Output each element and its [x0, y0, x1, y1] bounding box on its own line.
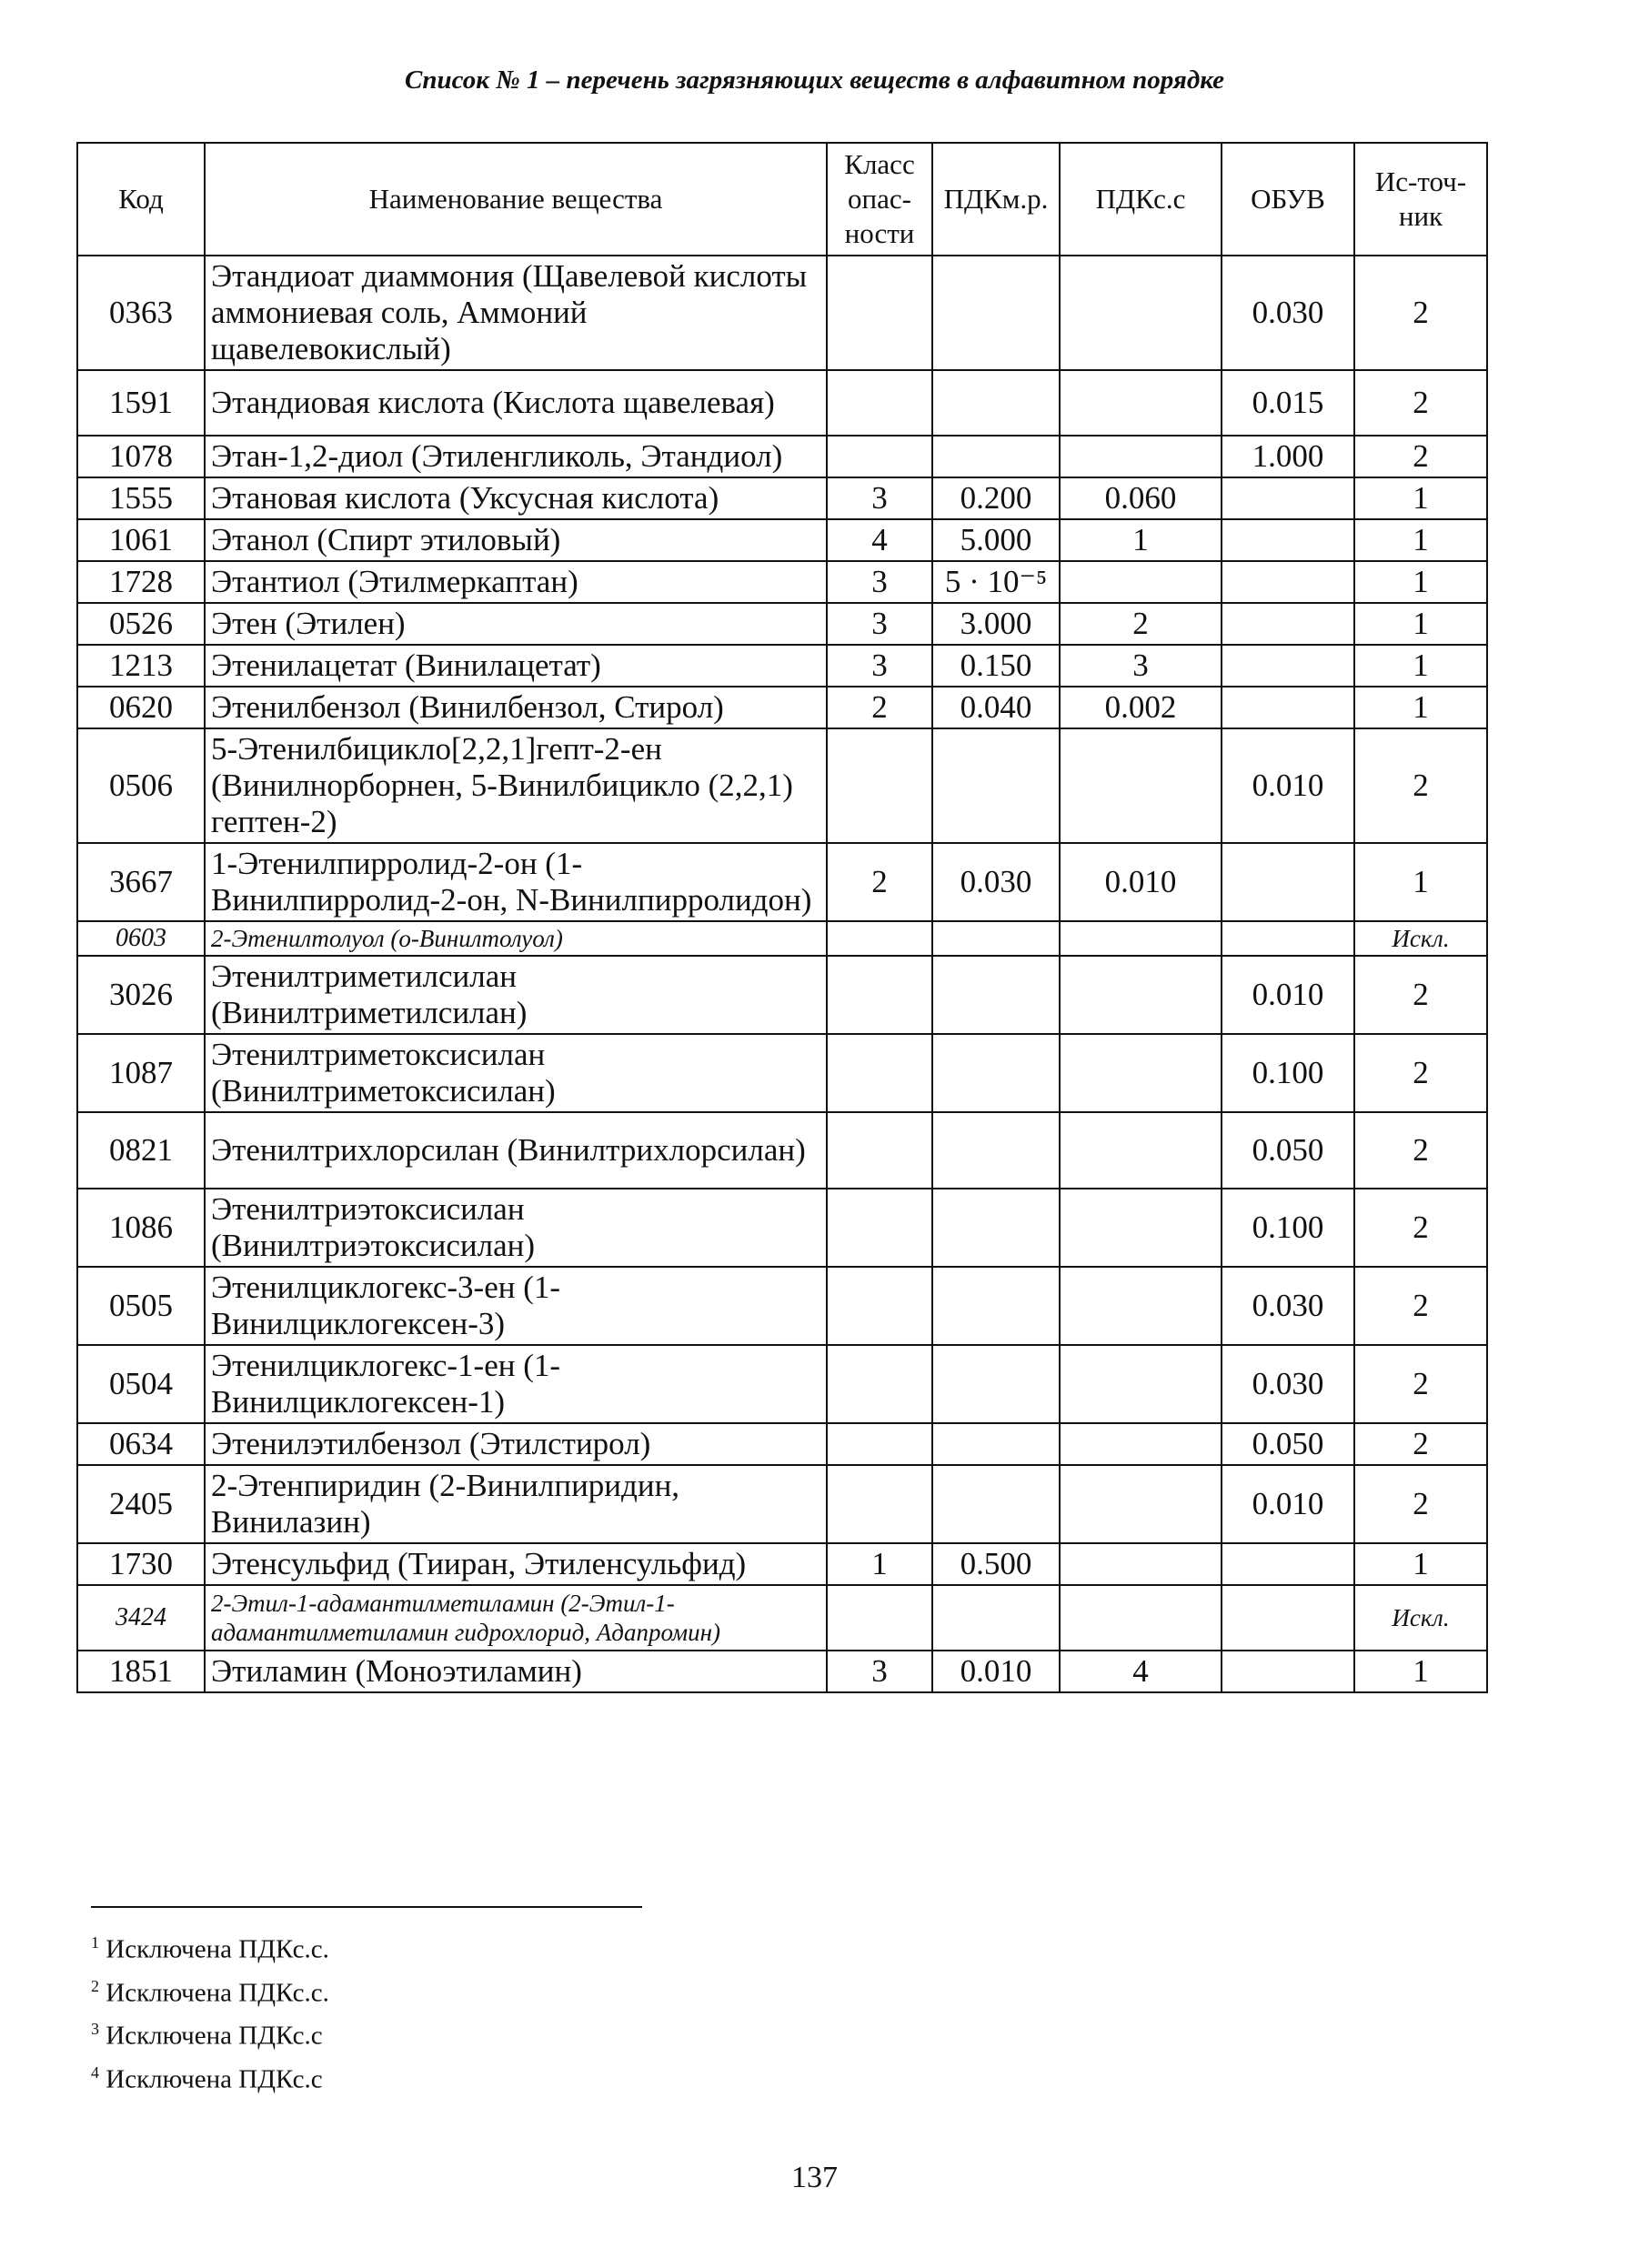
cell-name: Этен (Этилен)	[205, 603, 827, 645]
table-row	[77, 436, 1487, 477]
cell-source: Искл.	[1354, 921, 1487, 956]
cell-class: 4	[827, 519, 932, 561]
cell-pdk-mr: 0.200	[932, 477, 1060, 519]
cell-source: 1	[1354, 519, 1487, 561]
cell-code: 0363	[77, 256, 205, 370]
cell-code: 1078	[77, 436, 205, 477]
cell-code: 0603	[77, 921, 205, 956]
cell-name: 1-Этенилпирролид-2-он (1-Винилпирролид-2-он, N-Винилпирролидон)	[205, 843, 827, 921]
substances-table	[76, 142, 1488, 1693]
cell-pdk-mr	[932, 1423, 1060, 1465]
cell-source: 1	[1354, 1651, 1487, 1692]
cell-pdk-ss	[1060, 561, 1222, 603]
cell-code: 1213	[77, 645, 205, 687]
cell-obuv: 0.100	[1222, 1189, 1354, 1267]
table-row	[77, 1267, 1487, 1345]
table-row	[77, 370, 1487, 436]
cell-class: 2	[827, 843, 932, 921]
cell-pdk-mr	[932, 1465, 1060, 1543]
cell-pdk-ss: 0.060	[1060, 477, 1222, 519]
cell-name: 2-Этил-1-адамантилметиламин (2-Этил-1-адамантилметиламин гидрохлорид, Адапромин)	[205, 1585, 827, 1651]
cell-obuv	[1222, 561, 1354, 603]
cell-source: 1	[1354, 843, 1487, 921]
cell-pdk-mr	[932, 1267, 1060, 1345]
cell-name: Этенилтриэтоксисилан (Винилтриэтоксисилан)	[205, 1189, 827, 1267]
cell-pdk-ss	[1060, 436, 1222, 477]
cell-name: Этандиовая кислота (Кислота щавелевая)	[205, 370, 827, 436]
cell-code: 0505	[77, 1267, 205, 1345]
cell-pdk-mr	[932, 1189, 1060, 1267]
cell-class: 1	[827, 1543, 932, 1585]
cell-pdk-ss: 4	[1060, 1651, 1222, 1692]
cell-name: 2-Этенилтолуол (о-Винилтолуол)	[205, 921, 827, 956]
cell-pdk-mr	[932, 921, 1060, 956]
cell-class	[827, 921, 932, 956]
table-row	[77, 645, 1487, 687]
table-row	[77, 561, 1487, 603]
footnote-text: Исключена ПДКс.с	[99, 2064, 323, 2094]
cell-code: 3424	[77, 1585, 205, 1651]
cell-name: Этенилциклогекс-1-ен (1-Винилциклогексен-1)	[205, 1345, 827, 1423]
cell-obuv	[1222, 477, 1354, 519]
cell-obuv	[1222, 519, 1354, 561]
cell-name: Этанол (Спирт этиловый)	[205, 519, 827, 561]
cell-name: Этандиоат диаммония (Щавелевой кислоты аммониевая соль, Аммоний щавелевокислый)	[205, 256, 827, 370]
cell-source: 2	[1354, 1267, 1487, 1345]
cell-obuv	[1222, 1651, 1354, 1692]
table-row	[77, 687, 1487, 728]
cell-name: Этенилтрихлорсилан (Винилтрихлорсилан)	[205, 1112, 827, 1189]
cell-class	[827, 370, 932, 436]
table-row	[77, 1651, 1487, 1692]
cell-source: 2	[1354, 728, 1487, 843]
cell-source: 2	[1354, 1112, 1487, 1189]
table-row	[77, 1112, 1487, 1189]
table-row	[77, 843, 1487, 921]
cell-class	[827, 256, 932, 370]
cell-obuv: 0.050	[1222, 1112, 1354, 1189]
table-row	[77, 256, 1487, 370]
footnote	[91, 1968, 329, 2012]
cell-class	[827, 1189, 932, 1267]
header-source: Ис-точ-ник	[1354, 143, 1487, 256]
cell-name: Этиламин (Моноэтиламин)	[205, 1651, 827, 1692]
cell-pdk-mr: 0.040	[932, 687, 1060, 728]
cell-obuv: 0.015	[1222, 370, 1354, 436]
header-class: Класс опас-ности	[827, 143, 932, 256]
cell-code: 1086	[77, 1189, 205, 1267]
cell-code: 1851	[77, 1651, 205, 1692]
cell-obuv	[1222, 645, 1354, 687]
cell-pdk-ss	[1060, 921, 1222, 956]
cell-pdk-ss: 2	[1060, 603, 1222, 645]
cell-name: Этенилбензол (Винилбензол, Стирол)	[205, 687, 827, 728]
cell-pdk-mr	[932, 1585, 1060, 1651]
header-code: Код	[77, 143, 205, 256]
cell-class	[827, 1585, 932, 1651]
cell-source: 1	[1354, 1543, 1487, 1585]
table-row	[77, 1189, 1487, 1267]
cell-name: Этантиол (Этилмеркаптан)	[205, 561, 827, 603]
table-row	[77, 603, 1487, 645]
table-row	[77, 1465, 1487, 1543]
cell-code: 1728	[77, 561, 205, 603]
cell-pdk-mr: 5.000	[932, 519, 1060, 561]
cell-obuv: 0.030	[1222, 1345, 1354, 1423]
table-row	[77, 921, 1487, 956]
cell-pdk-mr	[932, 436, 1060, 477]
cell-pdk-ss	[1060, 1345, 1222, 1423]
cell-obuv: 0.010	[1222, 728, 1354, 843]
cell-obuv	[1222, 1543, 1354, 1585]
footnote-text: Исключена ПДКс.с.	[99, 1978, 329, 2008]
cell-class	[827, 1267, 932, 1345]
cell-obuv: 0.010	[1222, 1465, 1354, 1543]
cell-class	[827, 1465, 932, 1543]
page-title: Список № 1 – перечень загрязняющих веществ в алфавитном порядке	[405, 65, 1224, 95]
cell-pdk-mr	[932, 956, 1060, 1034]
cell-name: Этенилацетат (Винилацетат)	[205, 645, 827, 687]
cell-pdk-ss: 0.002	[1060, 687, 1222, 728]
table-row	[77, 1585, 1487, 1651]
cell-pdk-ss: 0.010	[1060, 843, 1222, 921]
footnote-divider	[91, 1906, 642, 1908]
cell-source: 1	[1354, 603, 1487, 645]
cell-name: Этенсульфид (Тииран, Этиленсульфид)	[205, 1543, 827, 1585]
cell-obuv: 0.010	[1222, 956, 1354, 1034]
cell-pdk-mr	[932, 1112, 1060, 1189]
cell-pdk-mr	[932, 370, 1060, 436]
footnotes	[91, 1924, 329, 2098]
cell-code: 0526	[77, 603, 205, 645]
header-pdk-ss: ПДКс.с	[1060, 143, 1222, 256]
cell-pdk-ss	[1060, 728, 1222, 843]
header-name: Наименование вещества	[205, 143, 827, 256]
footnote-mark: 2	[91, 1976, 99, 1995]
footnote-text: Исключена ПДКс.с.	[99, 1934, 329, 1964]
cell-source: 2	[1354, 436, 1487, 477]
cell-code: 0634	[77, 1423, 205, 1465]
table-row	[77, 1543, 1487, 1585]
cell-pdk-mr	[932, 1345, 1060, 1423]
footnote-mark: 1	[91, 1933, 99, 1952]
cell-code: 1555	[77, 477, 205, 519]
cell-class	[827, 1423, 932, 1465]
cell-pdk-ss	[1060, 256, 1222, 370]
footnote-mark: 4	[91, 2062, 99, 2082]
cell-obuv: 1.000	[1222, 436, 1354, 477]
cell-pdk-ss	[1060, 1267, 1222, 1345]
cell-code: 0506	[77, 728, 205, 843]
cell-code: 1087	[77, 1034, 205, 1112]
cell-pdk-ss	[1060, 1465, 1222, 1543]
cell-class: 3	[827, 645, 932, 687]
cell-name: Этенилтриметилсилан (Винилтриметилсилан)	[205, 956, 827, 1034]
cell-code: 0620	[77, 687, 205, 728]
cell-pdk-mr: 0.500	[932, 1543, 1060, 1585]
cell-pdk-ss	[1060, 1189, 1222, 1267]
header-pdk-mr: ПДКм.р.	[932, 143, 1060, 256]
table-row	[77, 1423, 1487, 1465]
cell-pdk-ss: 3	[1060, 645, 1222, 687]
cell-code: 0821	[77, 1112, 205, 1189]
table-row	[77, 477, 1487, 519]
cell-obuv	[1222, 921, 1354, 956]
cell-pdk-mr: 0.150	[932, 645, 1060, 687]
table-header-row	[77, 143, 1487, 256]
cell-pdk-mr	[932, 728, 1060, 843]
cell-name: Этенилциклогекс-3-ен (1-Винилциклогексен-3)	[205, 1267, 827, 1345]
cell-pdk-mr: 3.000	[932, 603, 1060, 645]
cell-class	[827, 956, 932, 1034]
cell-class: 3	[827, 603, 932, 645]
cell-source: 2	[1354, 1034, 1487, 1112]
cell-pdk-mr	[932, 1034, 1060, 1112]
cell-name: 2-Этенпиридин (2-Винилпиридин, Винилазин)	[205, 1465, 827, 1543]
cell-name: Этенилэтилбензол (Этилстирол)	[205, 1423, 827, 1465]
cell-obuv	[1222, 687, 1354, 728]
table-row	[77, 1345, 1487, 1423]
cell-class	[827, 1112, 932, 1189]
cell-name: Этан-1,2-диол (Этиленгликоль, Этандиол)	[205, 436, 827, 477]
cell-name: 5-Этенилбицикло[2,2,1]гепт-2-ен (Винилнорборнен, 5-Винилбицикло (2,2,1) гептен-2)	[205, 728, 827, 843]
cell-pdk-ss	[1060, 1423, 1222, 1465]
cell-pdk-ss	[1060, 956, 1222, 1034]
cell-source: 2	[1354, 1423, 1487, 1465]
cell-pdk-ss	[1060, 1112, 1222, 1189]
cell-pdk-ss	[1060, 370, 1222, 436]
cell-source: 2	[1354, 256, 1487, 370]
table-body	[77, 256, 1487, 1692]
cell-class: 3	[827, 561, 932, 603]
page-number: 137	[791, 2161, 838, 2194]
cell-source: Искл.	[1354, 1585, 1487, 1651]
cell-pdk-mr	[932, 256, 1060, 370]
cell-obuv: 0.050	[1222, 1423, 1354, 1465]
cell-pdk-mr: 0.030	[932, 843, 1060, 921]
cell-obuv: 0.030	[1222, 1267, 1354, 1345]
cell-obuv	[1222, 843, 1354, 921]
cell-source: 2	[1354, 370, 1487, 436]
footnote	[91, 2011, 329, 2054]
cell-source: 1	[1354, 645, 1487, 687]
footnote	[91, 1924, 329, 1968]
cell-name: Этенилтриметоксисилан (Винилтриметоксисилан)	[205, 1034, 827, 1112]
cell-obuv	[1222, 603, 1354, 645]
cell-class: 3	[827, 1651, 932, 1692]
table-row	[77, 728, 1487, 843]
cell-code: 1730	[77, 1543, 205, 1585]
cell-pdk-ss	[1060, 1585, 1222, 1651]
table-row	[77, 1034, 1487, 1112]
footnote-text: Исключена ПДКс.с	[99, 2021, 323, 2051]
cell-source: 2	[1354, 1189, 1487, 1267]
cell-code: 0504	[77, 1345, 205, 1423]
cell-pdk-mr: 5 · 10⁻⁵	[932, 561, 1060, 603]
cell-pdk-ss: 1	[1060, 519, 1222, 561]
cell-source: 1	[1354, 561, 1487, 603]
cell-pdk-ss	[1060, 1034, 1222, 1112]
footnote	[91, 2054, 329, 2098]
footnote-mark: 3	[91, 2020, 99, 2039]
cell-source: 2	[1354, 1465, 1487, 1543]
cell-code: 2405	[77, 1465, 205, 1543]
cell-pdk-mr: 0.010	[932, 1651, 1060, 1692]
table-row	[77, 956, 1487, 1034]
table-row	[77, 519, 1487, 561]
header-obuv: ОБУВ	[1222, 143, 1354, 256]
cell-obuv	[1222, 1585, 1354, 1651]
cell-code: 1061	[77, 519, 205, 561]
cell-source: 2	[1354, 956, 1487, 1034]
cell-class	[827, 1345, 932, 1423]
cell-class	[827, 1034, 932, 1112]
cell-source: 2	[1354, 1345, 1487, 1423]
cell-pdk-ss	[1060, 1543, 1222, 1585]
cell-source: 1	[1354, 477, 1487, 519]
cell-code: 3667	[77, 843, 205, 921]
cell-name: Этановая кислота (Уксусная кислота)	[205, 477, 827, 519]
cell-class: 2	[827, 687, 932, 728]
cell-obuv: 0.030	[1222, 256, 1354, 370]
cell-source: 1	[1354, 687, 1487, 728]
cell-class	[827, 728, 932, 843]
cell-class	[827, 436, 932, 477]
cell-obuv: 0.100	[1222, 1034, 1354, 1112]
cell-code: 1591	[77, 370, 205, 436]
cell-class: 3	[827, 477, 932, 519]
cell-code: 3026	[77, 956, 205, 1034]
